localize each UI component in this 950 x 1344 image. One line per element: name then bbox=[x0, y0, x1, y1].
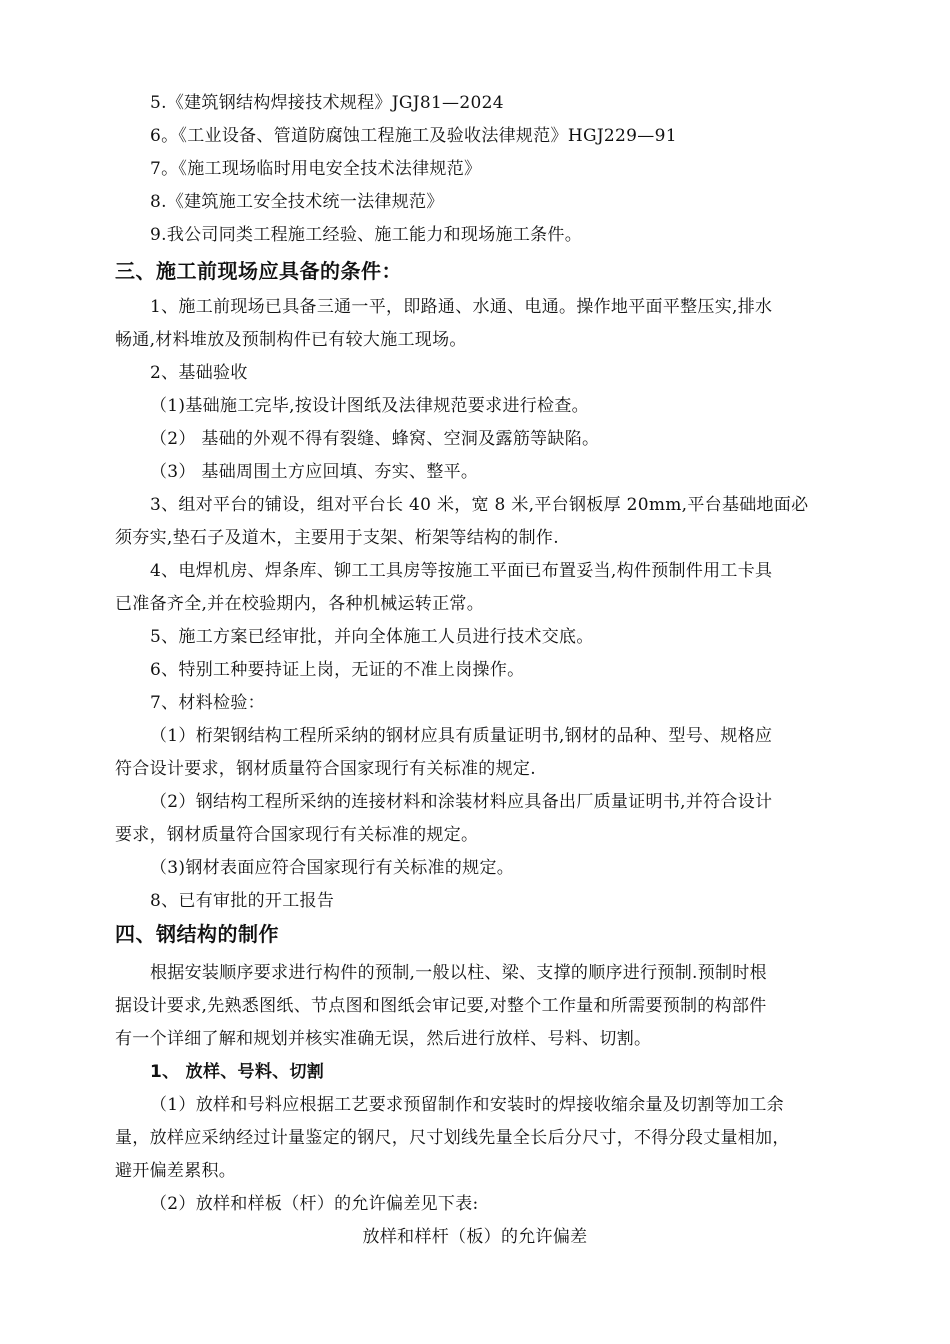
paragraph-line: 据设计要求,先熟悉图纸、节点图和图纸会审记要,对整个工作量和所需要预制的构部件 bbox=[115, 996, 767, 1016]
section-heading: 四、钢结构的制作 bbox=[115, 922, 279, 946]
paragraph-line: 有一个详细了解和规划并核实准确无误，然后进行放样、号料、切割。 bbox=[115, 1029, 652, 1049]
paragraph-line: （2）放样和样板（杆）的允许偏差见下表: bbox=[150, 1194, 479, 1214]
paragraph-line: 2、基础验收 bbox=[150, 363, 248, 383]
section-heading: 三、施工前现场应具备的条件： bbox=[115, 259, 402, 283]
paragraph-line: 4、电焊机房、焊条库、铆工工具房等按施工平面已布置妥当,构件预制件用工卡具 bbox=[150, 561, 773, 581]
table-caption: 放样和样杆（板）的允许偏差 bbox=[362, 1227, 588, 1247]
reference-item: 6。《工业设备、管道防腐蚀工程施工及验收法律规范》HGJ229—91 bbox=[150, 126, 677, 146]
paragraph-line: 1、施工前现场已具备三通一平，即路通、水通、电通。操作地平面平整压实,排水 bbox=[150, 297, 773, 317]
paragraph-line: 畅通,材料堆放及预制构件已有较大施工现场。 bbox=[115, 330, 467, 350]
paragraph-line: 根据安装顺序要求进行构件的预制,一般以柱、梁、支撑的顺序进行预制.预制时根 bbox=[150, 963, 767, 983]
paragraph-line: （2）钢结构工程所采纳的连接材料和涂装材料应具备出厂质量证明书,并符合设计 bbox=[150, 792, 773, 812]
reference-item: 9.我公司同类工程施工经验、施工能力和现场施工条件。 bbox=[150, 225, 583, 245]
paragraph-line: （3)钢材表面应符合国家现行有关标准的规定。 bbox=[150, 858, 515, 878]
paragraph-line: （1）桁架钢结构工程所采纳的钢材应具有质量证明书,钢材的品种、型号、规格应 bbox=[150, 726, 773, 746]
paragraph-line: （1）放样和号料应根据工艺要求预留制作和安装时的焊接收缩余量及切割等加工余 bbox=[150, 1095, 784, 1115]
paragraph-line: 6、特别工种要持证上岗，无证的不准上岗操作。 bbox=[150, 660, 525, 680]
paragraph-line: 5、施工方案已经审批，并向全体施工人员进行技术交底。 bbox=[150, 627, 594, 647]
paragraph-line: 须夯实,垫石子及道木，主要用于支架、桁架等结构的制作. bbox=[115, 528, 559, 548]
reference-item: 7。《施工现场临时用电安全技术法律规范》 bbox=[150, 159, 482, 179]
paragraph-line: 已准备齐全,并在校验期内，各种机械运转正常。 bbox=[115, 594, 485, 614]
reference-item: 8.《建筑施工安全技术统一法律规范》 bbox=[150, 192, 444, 212]
subsection-heading: 1、 放样、号料、切割 bbox=[150, 1062, 325, 1082]
paragraph-line: （2） 基础的外观不得有裂缝、蜂窝、空洞及露筋等缺陷。 bbox=[150, 429, 600, 449]
paragraph-line: 3、组对平台的铺设，组对平台长 40 米，宽 8 米,平台钢板厚 20mm,平台基础地面必 bbox=[150, 495, 809, 515]
reference-item: 5.《建筑钢结构焊接技术规程》JGJ81—2024 bbox=[150, 93, 504, 113]
paragraph-line: （1)基础施工完毕,按设计图纸及法律规范要求进行检查。 bbox=[150, 396, 589, 416]
paragraph-line: 量，放样应采纳经过计量鉴定的钢尺，尺寸划线先量全长后分尺寸，不得分段丈量相加， bbox=[115, 1128, 790, 1148]
paragraph-line: 8、已有审批的开工报告 bbox=[150, 891, 335, 911]
paragraph-line: 符合设计要求，钢材质量符合国家现行有关标准的规定. bbox=[115, 759, 536, 779]
paragraph-line: 7、材料检验： bbox=[150, 693, 265, 713]
paragraph-line: （3） 基础周围土方应回填、夯实、整平。 bbox=[150, 462, 479, 482]
paragraph-line: 避开偏差累积。 bbox=[115, 1161, 237, 1181]
paragraph-line: 要求，钢材质量符合国家现行有关标准的规定。 bbox=[115, 825, 479, 845]
